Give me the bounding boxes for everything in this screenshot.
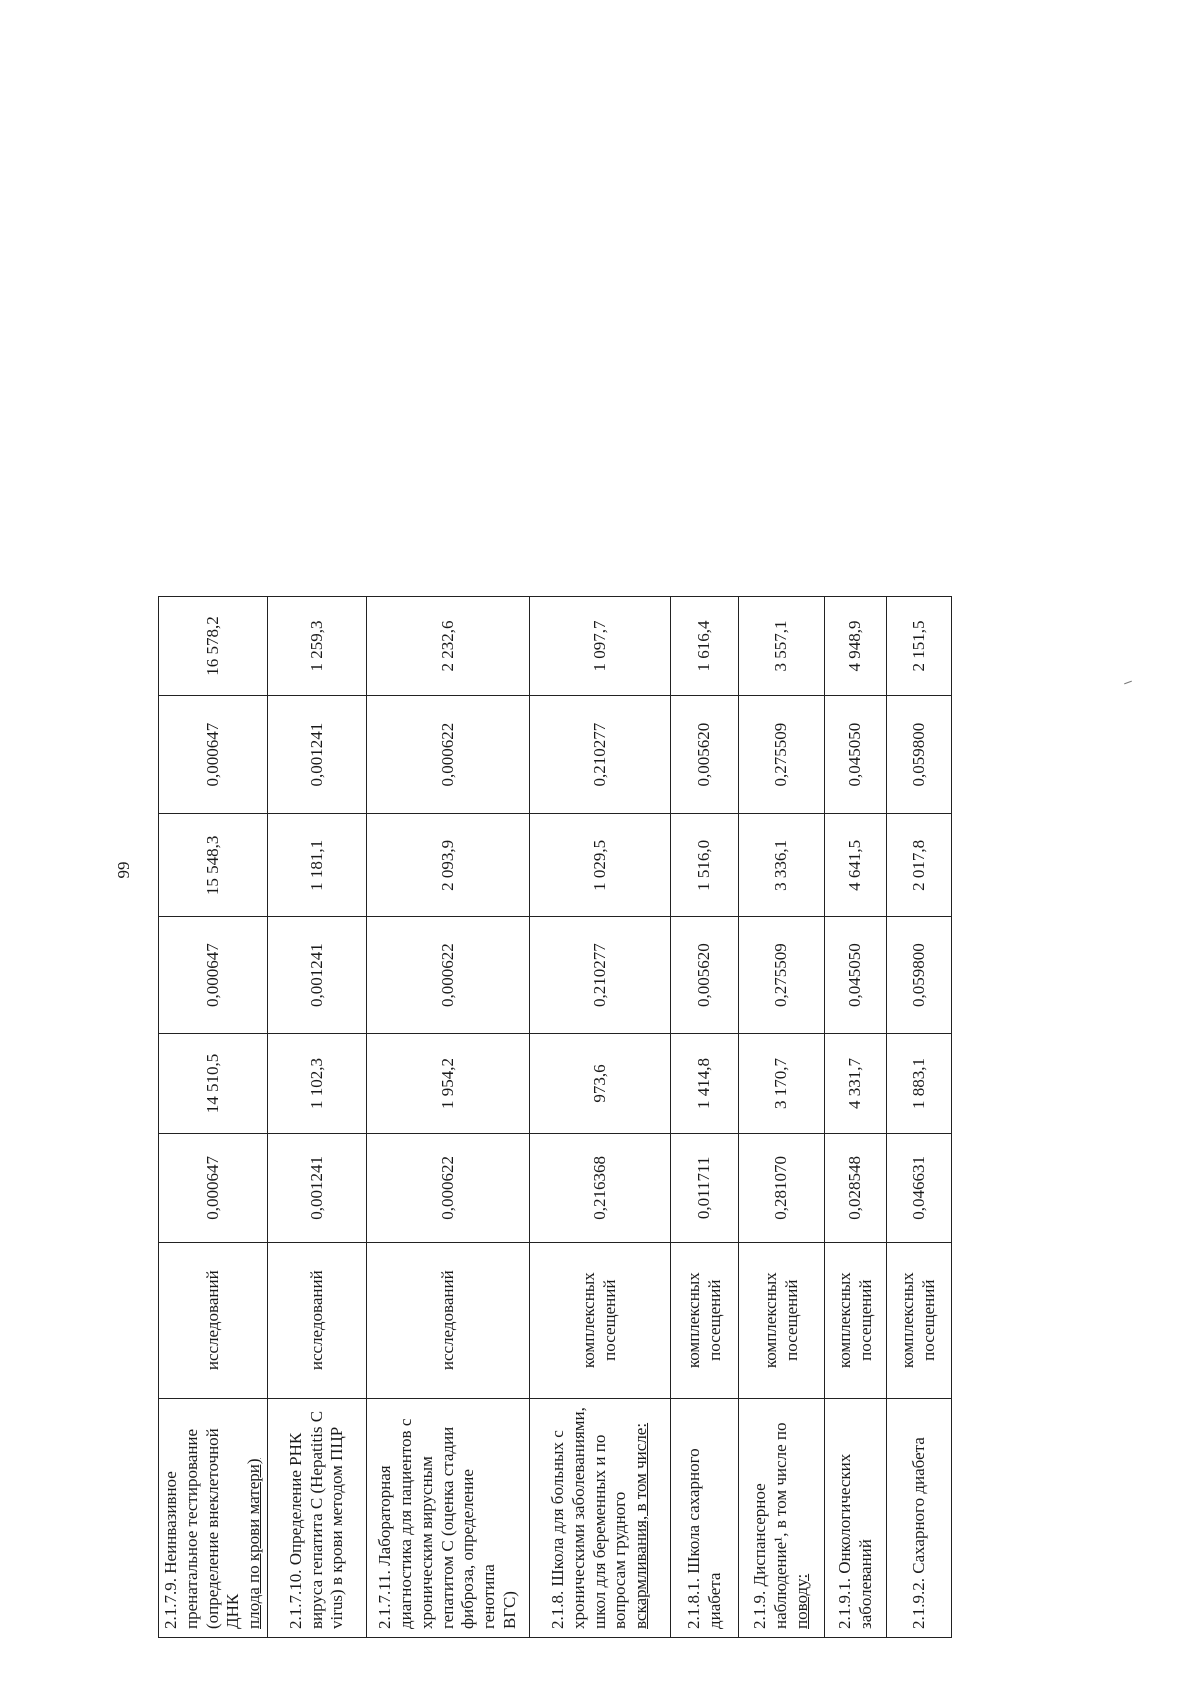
- cost-cell: 1 516,0: [671, 814, 739, 917]
- norm-cell: 0,059800: [887, 917, 952, 1033]
- norm-cell: 0,000647: [159, 695, 268, 813]
- cost-cell: 16 578,2: [159, 597, 268, 696]
- norm-cell: 0,001241: [268, 917, 367, 1033]
- name-line: наблюдение¹, в том числе по: [771, 1422, 791, 1629]
- unit-cell: исследований: [268, 1242, 367, 1398]
- norm-cell: 0,059800: [887, 695, 952, 813]
- norm-cell: 0,281070: [739, 1134, 825, 1242]
- name-line: гепатитом С (оценка стадии: [437, 1426, 457, 1629]
- service-name-cell: [268, 1398, 367, 1637]
- norm-cell: 0,275509: [739, 917, 825, 1033]
- unit-cell: комплексных посещений: [739, 1242, 825, 1398]
- cost-cell: 2 093,9: [367, 814, 530, 917]
- cost-cell: 2 232,6: [367, 597, 530, 696]
- name-line: 2.1.9. Диспансерное: [750, 1483, 770, 1629]
- page-number: 99: [114, 861, 133, 879]
- norm-cell: 0,005620: [671, 695, 739, 813]
- unit-cell: комплексных посещений: [530, 1242, 671, 1398]
- table-row: [159, 597, 268, 1638]
- service-name-cell: [739, 1398, 825, 1637]
- name-line: фиброза, определение генотипа: [458, 1469, 499, 1629]
- name-line: 2.1.7.10. Определение РНК: [285, 1432, 305, 1629]
- norm-cell: 0,045050: [825, 917, 887, 1033]
- norm-cell: 0,000647: [159, 917, 268, 1033]
- cost-cell: 3 336,1: [739, 814, 825, 917]
- cost-cell: 1 102,3: [268, 1033, 367, 1133]
- norm-cell: 0,045050: [825, 695, 887, 813]
- cost-cell: 1 954,2: [367, 1033, 530, 1133]
- service-name-cell: [367, 1398, 530, 1637]
- name-line: 2.1.9.1. Онкологических: [834, 1453, 854, 1629]
- table-row: [268, 597, 367, 1638]
- cost-cell: 4 331,7: [825, 1033, 887, 1133]
- name-line: вопросам грудного: [610, 1491, 630, 1629]
- name-line: virus) в крови методом ПЦР: [327, 1426, 347, 1629]
- norm-cell: 0,001241: [268, 1134, 367, 1242]
- cost-cell: 1 029,5: [530, 814, 671, 917]
- norm-cell: 0,000622: [367, 917, 530, 1033]
- service-name-cell: [530, 1398, 671, 1637]
- name-line: поводу:: [791, 1573, 811, 1629]
- cost-cell: 1 616,4: [671, 597, 739, 696]
- norm-cell: 0,028548: [825, 1134, 887, 1242]
- cost-cell: 973,6: [530, 1033, 671, 1133]
- service-name-cell: [887, 1398, 952, 1637]
- table-row: [530, 597, 671, 1638]
- unit-cell: комплексных посещений: [887, 1242, 952, 1398]
- name-line: 2.1.8.1. Школа сахарного диабета: [683, 1448, 724, 1629]
- service-name-cell: [159, 1398, 268, 1637]
- name-line: пренатальное тестирование: [181, 1428, 201, 1629]
- unit-cell: комплексных посещений: [825, 1242, 887, 1398]
- cost-cell: 1 883,1: [887, 1033, 952, 1133]
- cost-cell: 14 510,5: [159, 1033, 268, 1133]
- service-name-cell: [825, 1398, 887, 1637]
- unit-cell: комплексных посещений: [671, 1242, 739, 1398]
- table-row: [825, 597, 887, 1638]
- tariff-table: [158, 596, 952, 1638]
- name-line: школ для беременных и по: [589, 1434, 609, 1629]
- name-line: 2.1.7.11. Лабораторная: [375, 1465, 395, 1629]
- cost-cell: 3 557,1: [739, 597, 825, 696]
- name-line: хроническим вирусным: [416, 1456, 436, 1629]
- rotated-table-container: [158, 596, 952, 1638]
- name-line: 2.1.7.9. Неинвазивное: [161, 1471, 181, 1629]
- table-row: [887, 597, 952, 1638]
- norm-cell: 0,210277: [530, 917, 671, 1033]
- norm-cell: 0,275509: [739, 695, 825, 813]
- cost-cell: 2 151,5: [887, 597, 952, 696]
- cost-cell: 4 641,5: [825, 814, 887, 917]
- cost-cell: 3 170,7: [739, 1033, 825, 1133]
- norm-cell: 0,001241: [268, 695, 367, 813]
- service-name-cell: [671, 1398, 739, 1637]
- unit-cell: исследований: [159, 1242, 268, 1398]
- name-line: ВГС): [499, 1591, 519, 1629]
- name-line: 2.1.8. Школа для больных с: [548, 1430, 568, 1629]
- name-line: (определение внеклеточной ДНК: [202, 1428, 243, 1629]
- cost-cell: 1 097,7: [530, 597, 671, 696]
- norm-cell: 0,000622: [367, 695, 530, 813]
- cost-cell: 15 548,3: [159, 814, 268, 917]
- name-line: вируса гепатита С (Hepatitis C: [306, 1410, 326, 1629]
- norm-cell: 0,216368: [530, 1134, 671, 1242]
- norm-cell: 0,011711: [671, 1134, 739, 1242]
- norm-cell: 0,046631: [887, 1134, 952, 1242]
- cost-cell: 1 181,1: [268, 814, 367, 917]
- table-row: [367, 597, 530, 1638]
- cost-cell: 2 017,8: [887, 814, 952, 917]
- norm-cell: 0,000647: [159, 1134, 268, 1242]
- name-line: 2.1.9.2. Сахарного диабета: [908, 1437, 928, 1629]
- table-row: [739, 597, 825, 1638]
- name-line: заболеваний: [855, 1539, 875, 1629]
- unit-cell: исследований: [367, 1242, 530, 1398]
- scan-mark: [1124, 681, 1132, 685]
- cost-cell: 1 259,3: [268, 597, 367, 696]
- norm-cell: 0,000622: [367, 1134, 530, 1242]
- cost-cell: 1 414,8: [671, 1033, 739, 1133]
- table-row: [671, 597, 739, 1638]
- name-line: хроническими заболеваниями,: [568, 1407, 588, 1629]
- name-line: диагностика для пациентов с: [396, 1418, 416, 1629]
- norm-cell: 0,005620: [671, 917, 739, 1033]
- cost-cell: 4 948,9: [825, 597, 887, 696]
- name-line: плода по крови матери): [244, 1458, 264, 1629]
- name-line: вскармливания, в том числе:: [631, 1422, 651, 1629]
- norm-cell: 0,210277: [530, 695, 671, 813]
